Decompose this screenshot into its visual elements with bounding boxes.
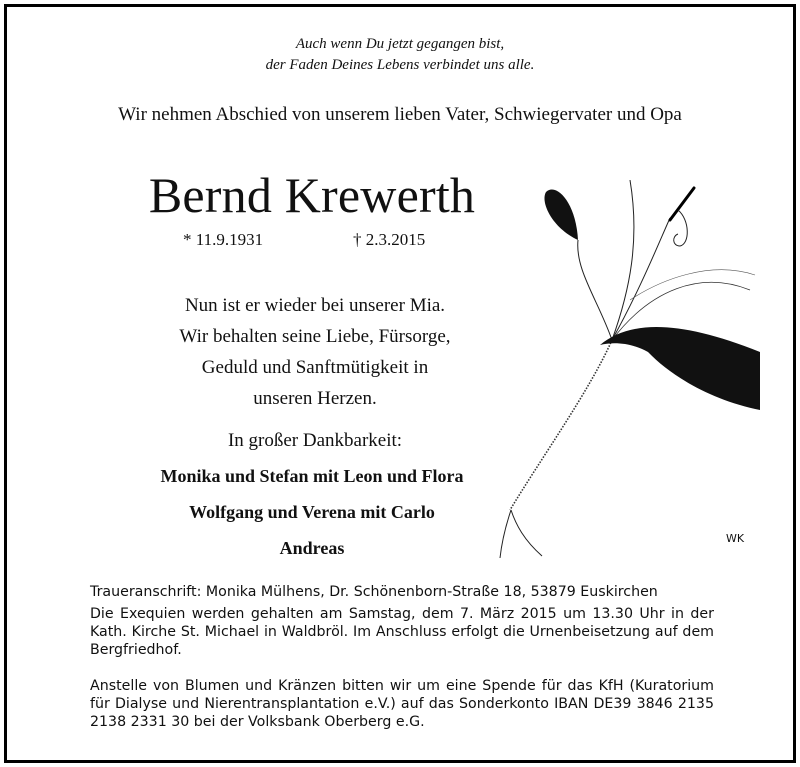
thanks-heading: In großer Dankbarkeit: xyxy=(227,430,403,451)
thread-leaf-illustration xyxy=(480,180,760,560)
death-date: † 2.3.2015 xyxy=(353,230,426,249)
quote-line-2: der Faden Deines Lebens verbindet uns alle. xyxy=(265,57,535,73)
deceased-name: Bernd Krewerth xyxy=(148,167,476,223)
family-line-2: Wolfgang und Verena mit Carlo xyxy=(189,502,435,522)
family-line-3: Andreas xyxy=(279,538,345,558)
quote-line-1: Auch wenn Du jetzt gegangen bist, xyxy=(295,36,505,52)
birth-date: * 11.9.1931 xyxy=(183,230,264,249)
donation-request: Anstelle von Blumen und Kränzen bitten wir um eine Spende für das KfH (Kuratorium für Dialyse und Nierentransplantation e.V.) auf das Sonderkonto IBAN DE39 3846 2135 2138 2331 30 bei der Volksbank Oberberg e.G. xyxy=(90,678,714,730)
mourning-address: Traueranschrift: Monika Mülhens, Dr. Schönenborn-Straße 18, 53879 Euskirchen xyxy=(90,584,658,600)
verse-line-1: Nun ist er wieder bei unserer Mia. xyxy=(184,295,446,316)
verse-line-2: Wir behalten seine Liebe, Fürsorge, xyxy=(179,326,451,347)
verse-line-4: unseren Herzen. xyxy=(253,388,377,409)
verse-line-3: Geduld und Sanftmütigkeit in xyxy=(201,357,429,378)
artist-signature: WK xyxy=(726,532,745,545)
family-line-1: Monika und Stefan mit Leon und Flora xyxy=(160,466,464,486)
service-details: Die Exequien werden gehalten am Samstag, dem 7. März 2015 um 13.30 Uhr in der Kath. Kirche St. Michael in Waldbröl. Im Anschluss erfolgt die Urnenbeisetzung auf dem Bergfriedhof. xyxy=(90,606,714,658)
intro-text: Wir nehmen Abschied von unserem lieben Vater, Schwiegervater und Opa xyxy=(118,104,682,125)
